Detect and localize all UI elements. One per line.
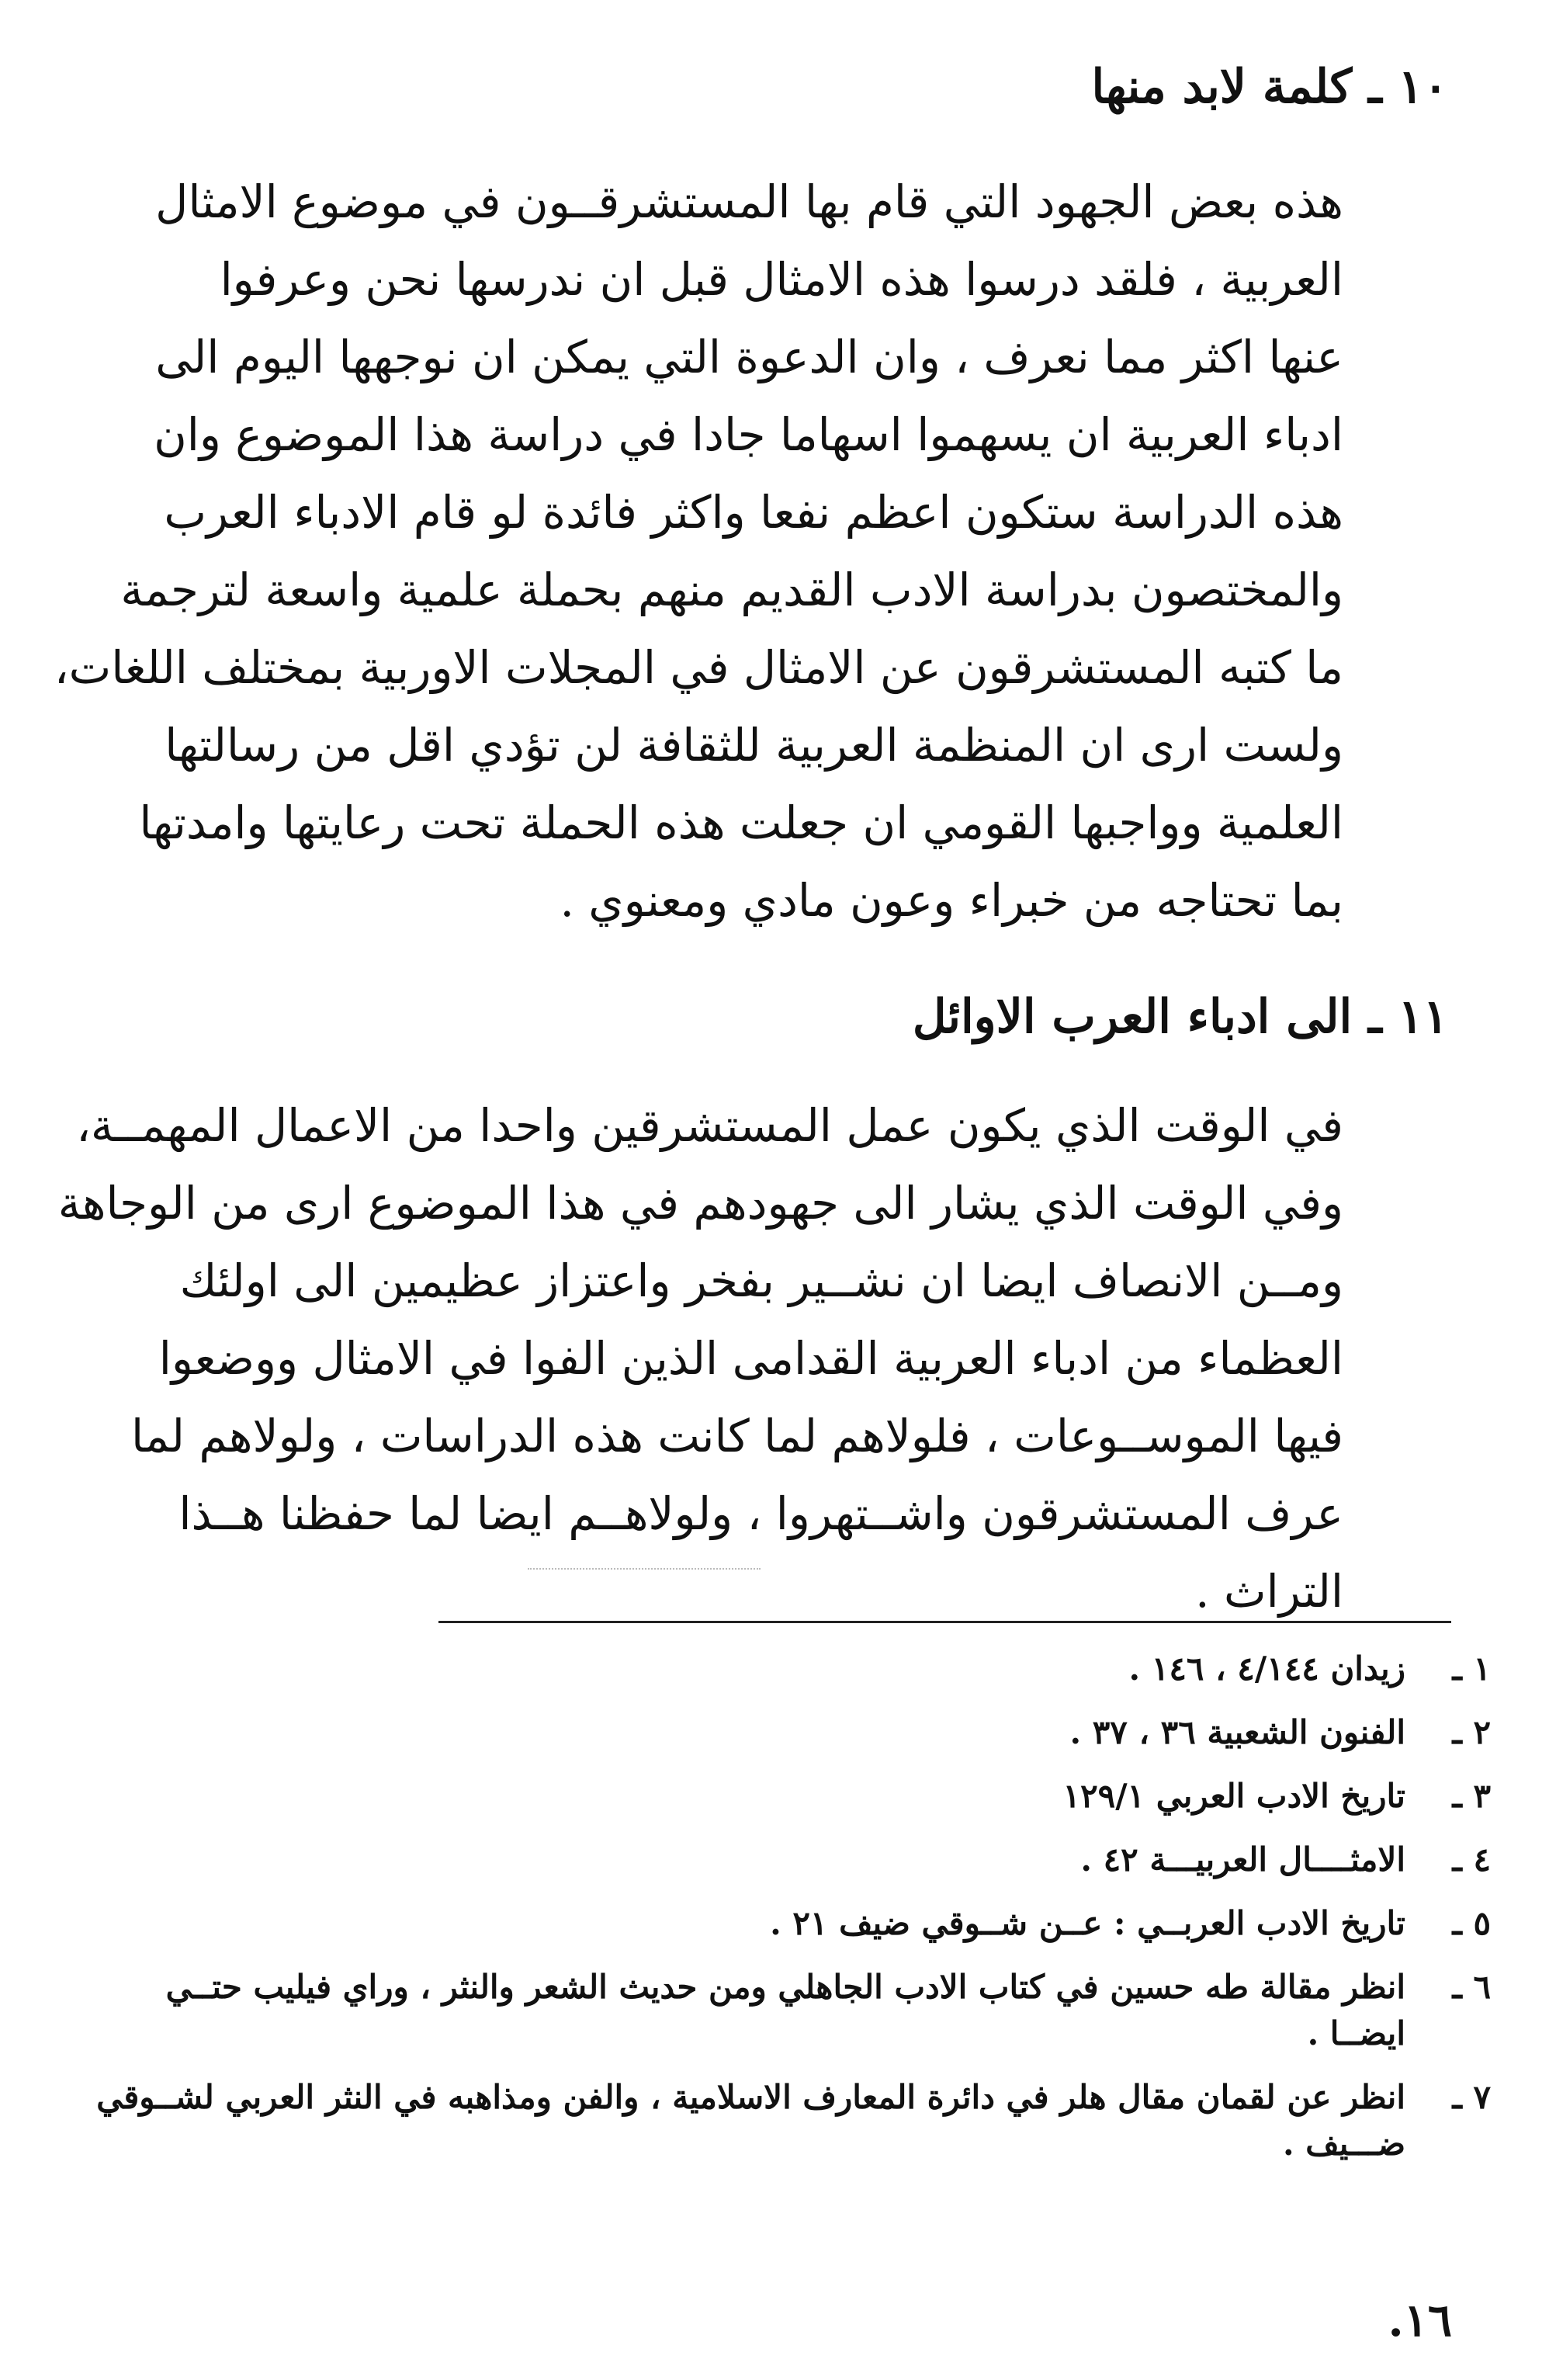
text-line: عرف المستشرقون واشــتهروا ، ولولاهــم ايضا لما حفظنا هــذا bbox=[178, 1487, 1343, 1540]
footnote-text: الامثــــال العربيـــة ٤٢ . bbox=[1080, 1841, 1405, 1879]
text-line: وفي الوقت الذي يشار الى جهودهم في هذا الموضوع ارى من الوجاهة bbox=[57, 1177, 1343, 1230]
footnote-text: زيدان ٤/١٤٤ ، ١٤٦ . bbox=[1128, 1650, 1405, 1688]
footnote-item bbox=[94, 1709, 1491, 1756]
text-line: ادباء العربية ان يسهموا اسهاما جادا في دراسة هذا الموضوع وان bbox=[154, 408, 1343, 461]
footnote-text: انظر عن لقمان مقال هلر في دائرة المعارف الاسلامية ، والفن ومذاهبه في النثر العربي لشــوقي ضـــيف . bbox=[96, 2078, 1405, 2163]
footnote-divider bbox=[438, 1621, 1451, 1623]
footnotes bbox=[94, 1646, 1491, 2184]
footnote-text: انظر مقالة طه حسين في كتاب الادب الجاهلي ومن حديث الشعر والنثر ، وراي فيليب حتــي ايضــا . bbox=[165, 1968, 1405, 2052]
text-line: فيها الموســوعات ، فلولاهم لما كانت هذه الدراسات ، ولولاهم لما bbox=[131, 1410, 1343, 1462]
text-line: العظماء من ادباء العربية القدامى الذين الفوا في الامثال ووضعوا bbox=[158, 1332, 1343, 1385]
text-line: العربية ، فلقد درسوا هذه الامثال قبل ان ندرسها نحن وعرفوا bbox=[220, 253, 1343, 306]
text-line: هذه بعض الجهود التي قام بها المستشرقــون في موضوع الامثال bbox=[155, 175, 1343, 228]
footnote-item bbox=[94, 1900, 1491, 1947]
footnote-text: تاريخ الادب العربي ١٢٩/١ bbox=[1062, 1777, 1405, 1815]
text-line: والمختصون بدراسة الادب القديم منهم بحملة علمية واسعة لترجمة bbox=[120, 564, 1343, 616]
text-line: عنها اكثر مما نعرف ، وان الدعوة التي يمكن ان نوجهها اليوم الى bbox=[155, 331, 1343, 383]
footnote-item bbox=[94, 2074, 1491, 2167]
footnote-number: ٢ ـ bbox=[1452, 1713, 1491, 1751]
text-line: ومــن الانصاف ايضا ان نشــير بفخر واعتزاز عظيمين الى اولئك bbox=[179, 1254, 1343, 1307]
footnote-number: ١ ـ bbox=[1452, 1650, 1491, 1688]
footnote-number: ٦ ـ bbox=[1452, 1968, 1491, 2006]
text-line: ما كتبه المستشرقون عن الامثال في المجلات الاوربية بمختلف اللغات، bbox=[54, 641, 1343, 694]
section-11-paragraph bbox=[57, 1087, 1343, 1630]
page-number: ١٦. bbox=[1388, 2294, 1452, 2347]
footnote-item bbox=[94, 1837, 1491, 1883]
section-11-heading: ١١ ـ الى ادباء العرب الاوائل bbox=[912, 990, 1448, 1044]
footnote-number: ٥ ـ bbox=[1452, 1904, 1491, 1942]
text-line: العلمية وواجبها القومي ان جعلت هذه الحملة تحت رعايتها وامدتها bbox=[139, 796, 1343, 849]
text-line: ولست ارى ان المنظمة العربية للثقافة لن تؤدي اقل من رسالتها bbox=[165, 719, 1343, 772]
text-line: في الوقت الذي يكون عمل المستشرقين واحدا من الاعمال المهمــة، bbox=[76, 1099, 1343, 1152]
text-line: هذه الدراسة ستكون اعظم نفعا واكثر فائدة لو قام الادباء العرب bbox=[164, 486, 1343, 539]
section-10-paragraph bbox=[54, 163, 1343, 939]
text-line: التراث . bbox=[1195, 1565, 1343, 1618]
text-line: بما تحتاجه من خبراء وعون مادي ومعنوي . bbox=[560, 874, 1343, 927]
section-10-heading: ١٠ ـ كلمة لابد منها bbox=[1091, 60, 1448, 114]
footnote-number: ٧ ـ bbox=[1452, 2078, 1491, 2116]
footnote-text: الفنون الشعبية ٣٦ ، ٣٧ . bbox=[1069, 1713, 1405, 1751]
footnote-text: تاريخ الادب العربــي : عــن شــوقي ضيف ٢١ . bbox=[770, 1904, 1405, 1942]
footnote-number: ٣ ـ bbox=[1452, 1777, 1491, 1815]
footnote-item bbox=[94, 1773, 1491, 1820]
footnote-item bbox=[94, 1646, 1491, 1692]
footnote-number: ٤ ـ bbox=[1452, 1841, 1491, 1879]
footnote-item bbox=[94, 1964, 1491, 2057]
scan-artifact bbox=[528, 1568, 761, 1570]
